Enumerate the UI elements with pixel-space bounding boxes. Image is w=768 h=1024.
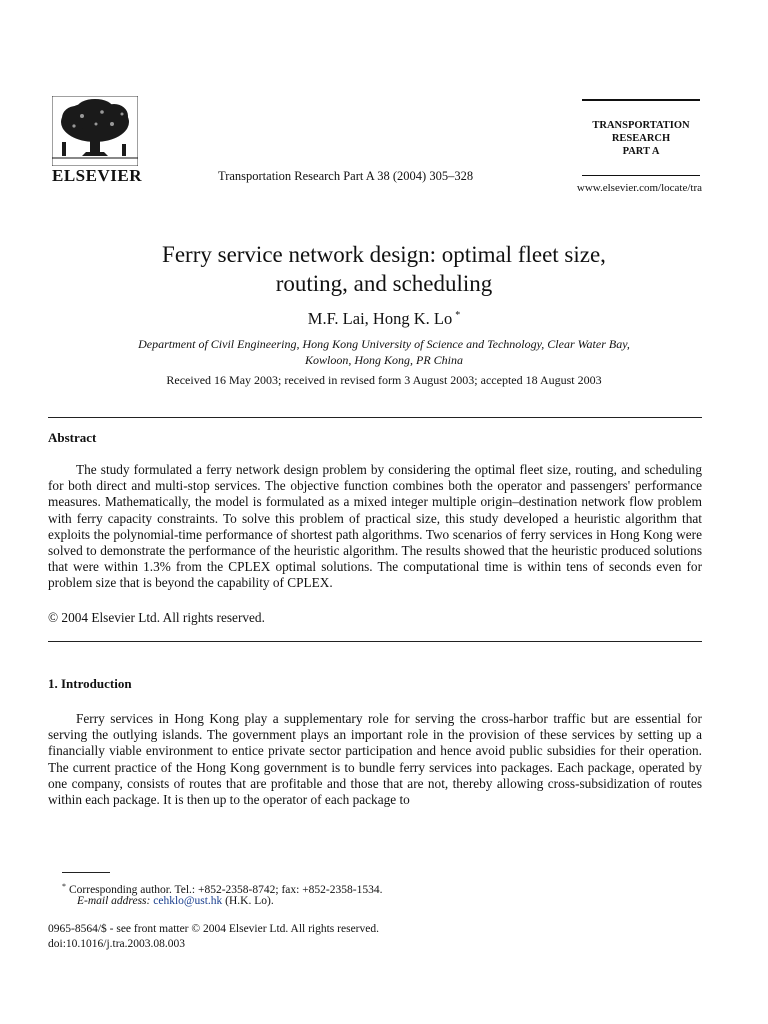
author-affiliation	[60, 336, 708, 368]
masthead-line: RESEARCH	[611, 133, 671, 144]
masthead-rule	[582, 99, 700, 101]
title-line: routing, and scheduling	[275, 271, 493, 296]
email-link[interactable]: cehklo@ust.hk	[153, 895, 223, 907]
abstract-text: The study formulated a ferry network design problem by considering the optimal fleet size, routing, and scheduling for both direct and multi-stop services. The objective function combines both the operator and passengers' performance measures. Mathematically, the model is formulated as a mixed integer multiple origin–destination network flow problem with ferry capacity constraints. To solve this problem of practical size, this study developed a heuristic algorithm that exploits the polynomial-time performance of shortest path algorithms. Two scenarios of ferry services in Hong Kong were solved to demonstrate the performance of the heuristic algorithm. The results showed that the heuristic produced solutions that were within 1.3% from the CPLEX optimal solutions. The computational time is within tens of seconds even for problem size that is beyond the capability of CPLEX.	[48, 462, 702, 591]
footnote-mark: *	[62, 882, 66, 891]
email-label: E-mail address:	[77, 895, 151, 907]
masthead-rule	[582, 175, 700, 176]
divider	[48, 417, 702, 418]
issn-line: 0965-8564/$ - see front matter © 2004 Elsevier Ltd. All rights reserved.	[48, 923, 379, 935]
doi-line[interactable]: doi:10.1016/j.tra.2003.08.003	[48, 938, 186, 950]
masthead-line: TRANSPORTATION	[592, 120, 690, 131]
affiliation-line: Kowloon, Hong Kong, PR China	[304, 353, 463, 367]
footnote-email	[77, 894, 717, 909]
masthead-line: PART A	[622, 146, 660, 157]
journal-citation: Transportation Research Part A 38 (2004) 305–328	[218, 169, 474, 183]
affiliation-line: Department of Civil Engineering, Hong Kong University of Science and Technology, Clear Water Bay,	[138, 337, 630, 351]
journal-url[interactable]: www.elsevier.com/locate/tra	[576, 182, 702, 194]
introduction-text: Ferry services in Hong Kong play a supplementary role for serving the cross-harbor traffic but are essential for serving the outlying islands. The government plays an important role in the provision of these services by setting up a financially viable environment to entice private sector participation and hence avoid public subsidies for their operation. The current practice of the Hong Kong government is to bundle ferry services into packages. Each package, operated by one company, consists of routes that are profitable and those that are not, thereby allowing cross-subsidization of routes within each package. It is then up to the operator of each package to	[48, 711, 702, 808]
abstract-body	[48, 462, 702, 592]
article-authors	[60, 309, 708, 329]
received-dates: Received 16 May 2003; received in revised form 3 August 2003; accepted 18 August 2003	[166, 373, 602, 387]
author-names: M.F. Lai, Hong K. Lo	[307, 309, 453, 328]
email-suffix: (H.K. Lo).	[225, 895, 274, 907]
corresponding-author-mark[interactable]: *	[455, 310, 461, 321]
publisher-name: ELSEVIER	[52, 166, 142, 185]
front-matter	[48, 922, 379, 952]
footnote-rule	[62, 872, 110, 873]
footnote-contact: Corresponding author. Tel.: +852-2358-8742; fax: +852-2358-1534.	[69, 884, 383, 896]
article-title	[60, 240, 708, 298]
abstract-heading: Abstract	[48, 430, 97, 445]
journal-masthead	[582, 119, 700, 158]
introduction-body	[48, 711, 702, 808]
title-line: Ferry service network design: optimal fleet size,	[162, 242, 606, 267]
divider	[48, 641, 702, 642]
copyright-notice: © 2004 Elsevier Ltd. All rights reserved.	[48, 610, 265, 625]
elsevier-tree-icon	[52, 96, 138, 166]
section-heading-introduction: 1. Introduction	[48, 676, 132, 691]
publisher-logo	[52, 96, 142, 186]
